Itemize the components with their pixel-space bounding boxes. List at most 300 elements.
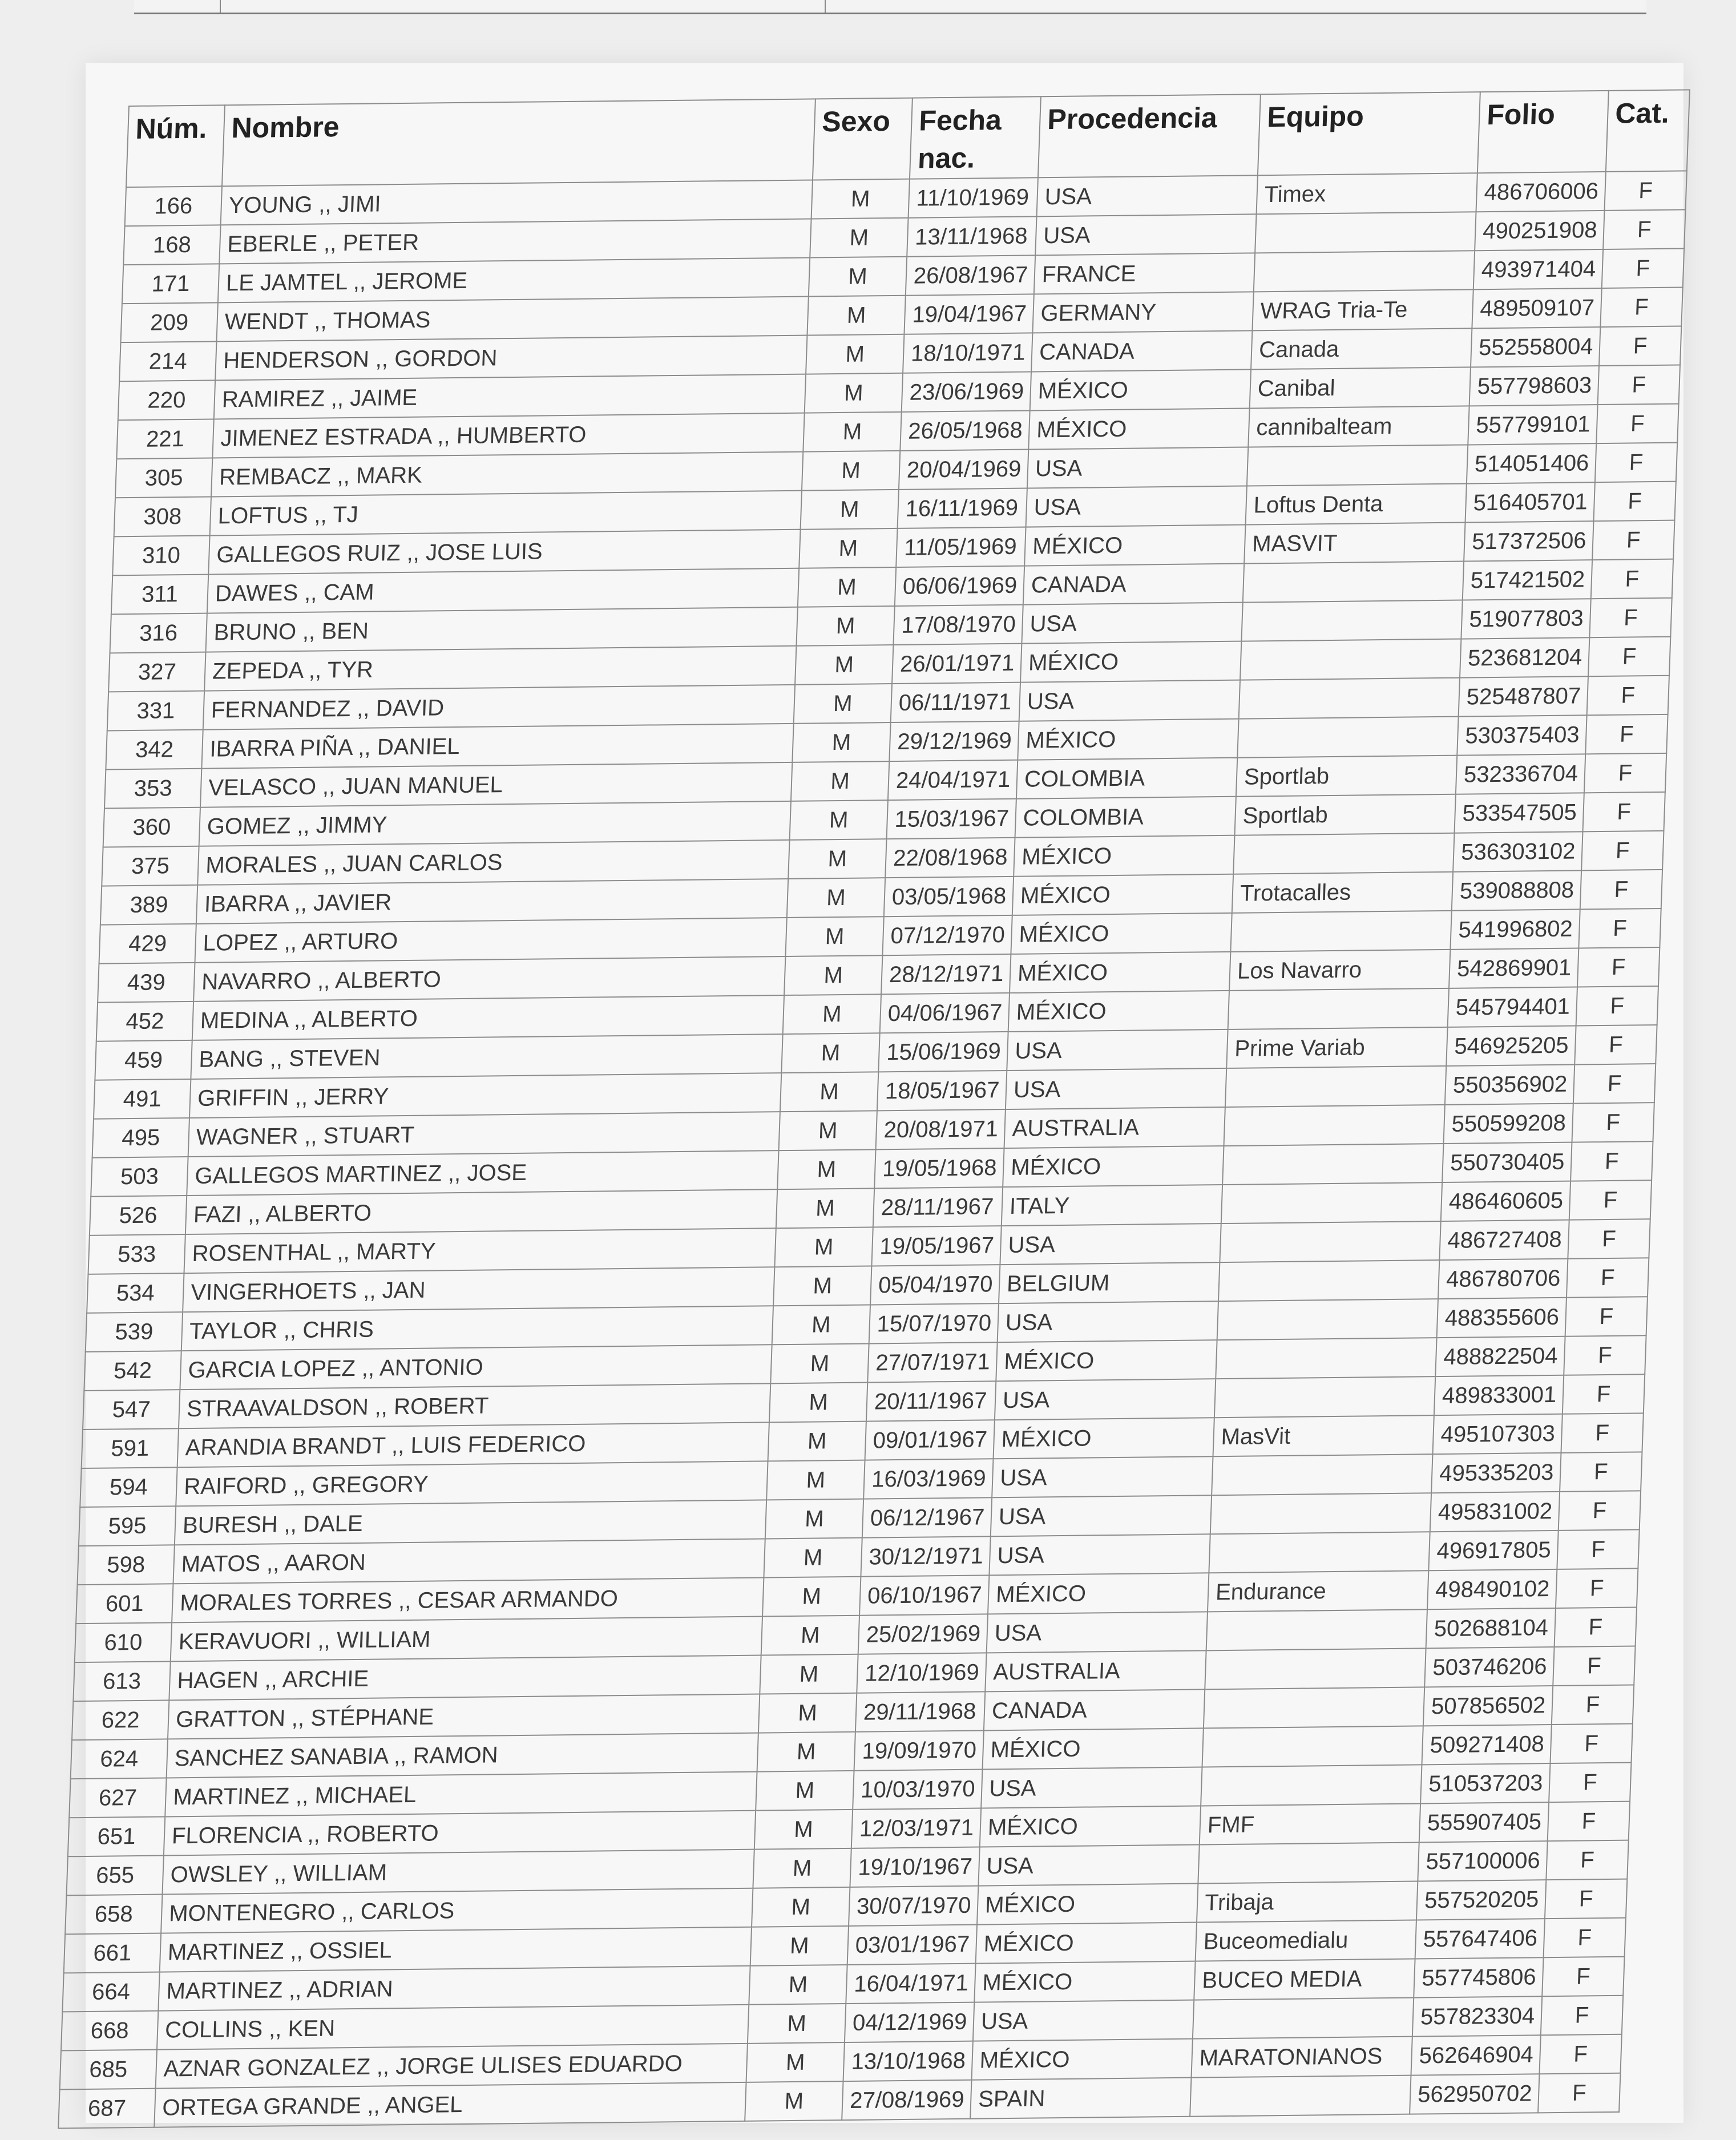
cell-folio: 557520205 bbox=[1416, 1880, 1546, 1920]
cell-sexo: M bbox=[802, 451, 900, 491]
cell-cat: F bbox=[1589, 598, 1672, 638]
cell-procedencia: MÉXICO bbox=[1003, 1146, 1224, 1187]
cell-num: 316 bbox=[110, 613, 207, 653]
cell-num: 389 bbox=[100, 885, 197, 925]
cell-cat: F bbox=[1596, 404, 1678, 444]
cell-cat: F bbox=[1598, 365, 1680, 405]
cell-folio: 562950702 bbox=[1410, 2074, 1539, 2114]
cell-fecha: 06/11/1971 bbox=[891, 683, 1020, 722]
cell-cat: F bbox=[1538, 2073, 1620, 2113]
cell-equipo: Canada bbox=[1251, 328, 1472, 369]
cell-equipo bbox=[1212, 1454, 1432, 1495]
cell-sexo: M bbox=[779, 1111, 877, 1150]
cell-nombre: GOMEZ ,, JIMMY bbox=[199, 801, 791, 846]
cell-sexo: M bbox=[754, 1810, 853, 1850]
cell-equipo: Tribaja bbox=[1197, 1881, 1418, 1923]
cell-cat: F bbox=[1568, 1219, 1650, 1259]
header-fecha bbox=[910, 96, 1041, 179]
cell-folio: 532336704 bbox=[1456, 754, 1585, 794]
cell-num: 627 bbox=[69, 1778, 166, 1818]
header-num: Núm. bbox=[126, 105, 225, 187]
table-body bbox=[58, 171, 1687, 2128]
cell-fecha: 23/06/1969 bbox=[902, 372, 1031, 411]
cell-procedencia: MÉXICO bbox=[1012, 874, 1233, 915]
cell-equipo bbox=[1220, 1221, 1440, 1262]
previous-page-column-line bbox=[220, 0, 221, 13]
cell-cat: F bbox=[1577, 947, 1660, 987]
cell-nombre: GARCIA LOPEZ ,, ANTONIO bbox=[180, 1344, 772, 1390]
cell-sexo: M bbox=[766, 1460, 865, 1500]
cell-nombre: FERNANDEZ ,, DAVID bbox=[203, 685, 795, 730]
cell-procedencia: USA bbox=[1026, 486, 1247, 527]
cell-num: 598 bbox=[77, 1545, 174, 1585]
cell-nombre: GALLEGOS MARTINEZ ,, JOSE bbox=[187, 1150, 778, 1196]
cell-fecha: 17/08/1970 bbox=[893, 605, 1023, 645]
cell-nombre: GRATTON ,, STÉPHANE bbox=[168, 1694, 760, 1739]
cell-num: 547 bbox=[83, 1390, 180, 1430]
cell-sexo: M bbox=[772, 1305, 870, 1345]
cell-procedencia: MÉXICO bbox=[1030, 369, 1251, 410]
cell-sexo: M bbox=[788, 839, 886, 879]
cell-cat: F bbox=[1600, 287, 1682, 327]
cell-procedencia: MÉXICO bbox=[988, 1573, 1209, 1614]
cell-fecha: 05/04/1970 bbox=[870, 1265, 1000, 1305]
cell-folio: 557745806 bbox=[1414, 1957, 1543, 1997]
cell-procedencia: AUSTRALIA bbox=[985, 1650, 1206, 1691]
cell-fecha: 06/06/1969 bbox=[895, 566, 1024, 606]
cell-fecha: 11/05/1969 bbox=[896, 527, 1026, 567]
cell-fecha: 16/03/1969 bbox=[863, 1459, 993, 1499]
cell-nombre: ROSENTHAL ,, MARTY bbox=[184, 1228, 776, 1273]
cell-equipo bbox=[1218, 1260, 1439, 1301]
cell-sexo: M bbox=[798, 567, 896, 607]
cell-sexo: M bbox=[750, 1926, 849, 1966]
cell-equipo: cannibalteam bbox=[1248, 406, 1469, 447]
cell-fecha: 18/05/1967 bbox=[877, 1071, 1007, 1111]
cell-equipo bbox=[1254, 251, 1475, 292]
cell-procedencia: USA bbox=[1000, 1224, 1221, 1265]
cell-cat: F bbox=[1584, 753, 1666, 793]
cell-fecha: 13/11/1968 bbox=[907, 216, 1036, 256]
cell-equipo bbox=[1206, 1609, 1427, 1650]
cell-sexo: M bbox=[807, 296, 905, 336]
cell-nombre: AZNAR GONZALEZ ,, JORGE ULISES EDUARDO bbox=[156, 2044, 748, 2089]
table-header-row bbox=[126, 90, 1690, 187]
cell-cat: F bbox=[1563, 1374, 1645, 1414]
cell-folio: 550599208 bbox=[1443, 1104, 1573, 1144]
cell-folio: 495831002 bbox=[1430, 1492, 1560, 1532]
cell-cat: F bbox=[1548, 1802, 1630, 1842]
cell-folio: 533547505 bbox=[1454, 793, 1584, 833]
cell-nombre: EBERLE ,, PETER bbox=[219, 219, 811, 264]
cell-sexo: M bbox=[791, 761, 889, 801]
cell-cat: F bbox=[1587, 676, 1669, 716]
cell-folio: 530375403 bbox=[1457, 715, 1586, 755]
cell-folio: 550730405 bbox=[1442, 1142, 1572, 1182]
cell-num: 594 bbox=[80, 1467, 177, 1507]
cell-nombre: REMBACZ ,, MARK bbox=[211, 452, 803, 497]
cell-nombre: WENDT ,, THOMAS bbox=[216, 297, 808, 342]
cell-nombre: WAGNER ,, STUART bbox=[188, 1112, 780, 1157]
cell-folio: 519077803 bbox=[1461, 599, 1590, 639]
cell-fecha: 28/11/1967 bbox=[873, 1187, 1003, 1227]
cell-fecha: 11/10/1969 bbox=[909, 177, 1038, 217]
cell-cat: F bbox=[1546, 1840, 1628, 1880]
cell-cat: F bbox=[1552, 1685, 1634, 1725]
cell-num: 591 bbox=[82, 1428, 179, 1468]
cell-nombre: BANG ,, STEVEN bbox=[191, 1034, 782, 1079]
cell-cat: F bbox=[1581, 831, 1664, 871]
cell-procedencia: MÉXICO bbox=[1008, 991, 1229, 1032]
cell-nombre: MONTENEGRO ,, CARLOS bbox=[161, 1888, 753, 1933]
cell-num: 622 bbox=[72, 1700, 169, 1740]
cell-cat: F bbox=[1539, 2034, 1621, 2074]
cell-nombre: BRUNO ,, BEN bbox=[205, 607, 797, 652]
header-fecha-line1: Fecha bbox=[918, 103, 1002, 137]
cell-cat: F bbox=[1553, 1646, 1635, 1686]
cell-num: 658 bbox=[65, 1895, 162, 1935]
cell-fecha: 19/10/1967 bbox=[850, 1847, 979, 1887]
header-procedencia: Procedencia bbox=[1038, 94, 1261, 177]
cell-nombre: MATOS ,, AARON bbox=[173, 1539, 765, 1584]
cell-equipo: BUCEO MEDIA bbox=[1194, 1959, 1415, 2000]
cell-folio: 542869901 bbox=[1449, 948, 1578, 988]
cell-folio: 552558004 bbox=[1471, 327, 1600, 367]
cell-folio: 546925205 bbox=[1446, 1026, 1576, 1066]
cell-procedencia: USA bbox=[1027, 447, 1248, 488]
cell-folio: 486706006 bbox=[1476, 172, 1605, 212]
cell-nombre: FLORENCIA ,, ROBERTO bbox=[164, 1811, 756, 1856]
cell-equipo bbox=[1247, 445, 1468, 486]
cell-cat: F bbox=[1595, 443, 1677, 483]
cell-folio: 517372506 bbox=[1464, 521, 1593, 561]
cell-nombre: ORTEGA GRANDE ,, ANGEL bbox=[154, 2082, 746, 2127]
cell-fecha: 24/04/1971 bbox=[888, 760, 1018, 800]
cell-equipo bbox=[1239, 678, 1460, 719]
previous-page-edge bbox=[134, 0, 1646, 14]
cell-num: 331 bbox=[107, 691, 204, 731]
cell-cat: F bbox=[1580, 870, 1662, 910]
cell-fecha: 20/04/1969 bbox=[899, 450, 1028, 490]
cell-fecha: 26/05/1968 bbox=[900, 410, 1030, 450]
cell-equipo: Loftus Denta bbox=[1246, 483, 1467, 524]
cell-fecha: 26/01/1971 bbox=[892, 644, 1022, 684]
cell-fecha: 09/01/1967 bbox=[865, 1420, 995, 1460]
cell-equipo bbox=[1190, 2076, 1411, 2117]
cell-equipo bbox=[1222, 1144, 1443, 1185]
cell-num: 439 bbox=[98, 963, 195, 1003]
cell-cat: F bbox=[1560, 1452, 1642, 1492]
cell-nombre: STRAAVALDSON ,, ROBERT bbox=[179, 1383, 770, 1428]
header-sexo: Sexo bbox=[813, 98, 913, 180]
cell-num: 624 bbox=[71, 1739, 168, 1779]
cell-procedencia: MÉXICO bbox=[1014, 835, 1234, 877]
cell-equipo: WRAG Tria-Te bbox=[1252, 289, 1473, 330]
cell-folio: 509271408 bbox=[1422, 1725, 1551, 1765]
cell-fecha: 20/08/1971 bbox=[876, 1109, 1006, 1149]
cell-folio: 525487807 bbox=[1459, 676, 1588, 716]
cell-cat: F bbox=[1549, 1763, 1631, 1803]
cell-equipo: Timex bbox=[1257, 173, 1477, 214]
participants-table bbox=[58, 89, 1690, 2129]
cell-num: 353 bbox=[104, 769, 201, 809]
cell-num: 310 bbox=[112, 536, 209, 576]
cell-num: 595 bbox=[79, 1506, 176, 1546]
cell-equipo bbox=[1224, 1105, 1445, 1146]
cell-fecha: 04/06/1967 bbox=[880, 993, 1010, 1033]
cell-fecha: 18/10/1971 bbox=[903, 333, 1032, 373]
cell-nombre: NAVARRO ,, ALBERTO bbox=[193, 956, 785, 1002]
cell-folio: 489509107 bbox=[1472, 288, 1601, 328]
cell-procedencia: USA bbox=[1022, 603, 1242, 644]
cell-procedencia: MÉXICO bbox=[972, 2039, 1193, 2080]
cell-procedencia: MÉXICO bbox=[996, 1340, 1217, 1381]
cell-equipo: MASVIT bbox=[1244, 523, 1465, 564]
cell-fecha: 13/10/1968 bbox=[843, 2041, 973, 2081]
cell-cat: F bbox=[1555, 1607, 1637, 1647]
cell-equipo bbox=[1240, 639, 1461, 680]
cell-nombre: LOPEZ ,, ARTURO bbox=[195, 918, 786, 963]
cell-nombre: VINGERHOETS ,, JAN bbox=[183, 1267, 774, 1312]
cell-sexo: M bbox=[748, 2004, 846, 2044]
cell-sexo: M bbox=[749, 1965, 847, 2005]
cell-folio: 557100006 bbox=[1418, 1841, 1547, 1881]
cell-cat: F bbox=[1545, 1879, 1627, 1919]
cell-equipo bbox=[1214, 1376, 1435, 1418]
cell-num: 168 bbox=[123, 225, 220, 265]
cell-sexo: M bbox=[770, 1344, 869, 1384]
cell-procedencia: MÉXICO bbox=[974, 1961, 1195, 2002]
cell-nombre: ZEPEDA ,, TYR bbox=[204, 646, 796, 691]
cell-fecha: 27/07/1971 bbox=[867, 1342, 997, 1382]
cell-folio: 493971404 bbox=[1473, 249, 1603, 289]
cell-procedencia: USA bbox=[1006, 1068, 1226, 1109]
cell-folio: 486727408 bbox=[1439, 1220, 1569, 1260]
header-folio: Folio bbox=[1477, 91, 1609, 173]
cell-cat: F bbox=[1604, 171, 1686, 211]
cell-cat: F bbox=[1564, 1335, 1646, 1375]
cell-fecha: 16/04/1971 bbox=[846, 1964, 975, 2004]
cell-folio: 516405701 bbox=[1465, 482, 1594, 522]
cell-folio: 550356902 bbox=[1445, 1065, 1574, 1105]
cell-sexo: M bbox=[806, 334, 904, 374]
cell-num: 533 bbox=[88, 1234, 185, 1274]
cell-equipo bbox=[1233, 833, 1454, 874]
cell-fecha: 19/05/1967 bbox=[871, 1226, 1001, 1266]
cell-num: 613 bbox=[73, 1661, 170, 1701]
cell-cat: F bbox=[1576, 986, 1658, 1026]
cell-equipo bbox=[1209, 1532, 1430, 1573]
cell-sexo: M bbox=[781, 1033, 879, 1073]
cell-sexo: M bbox=[790, 800, 888, 840]
cell-sexo: M bbox=[810, 218, 908, 258]
cell-cat: F bbox=[1592, 520, 1674, 560]
cell-num: 651 bbox=[68, 1816, 165, 1856]
cell-cat: F bbox=[1542, 1957, 1624, 1997]
cell-procedencia: USA bbox=[998, 1301, 1218, 1342]
cell-nombre: MARTINEZ ,, ADRIAN bbox=[158, 1966, 750, 2011]
cell-procedencia: FRANCE bbox=[1034, 253, 1255, 294]
cell-num: 342 bbox=[106, 730, 203, 770]
cell-sexo: M bbox=[803, 412, 901, 452]
cell-nombre: MORALES TORRES ,, CESAR ARMANDO bbox=[172, 1577, 764, 1622]
cell-cat: F bbox=[1593, 482, 1676, 522]
cell-sexo: M bbox=[796, 606, 894, 646]
cell-nombre: GRIFFIN ,, JERRY bbox=[189, 1073, 781, 1118]
cell-folio: 514051406 bbox=[1467, 443, 1596, 483]
cell-equipo: Sportlab bbox=[1235, 794, 1456, 835]
cell-procedencia: COLOMBIA bbox=[1016, 758, 1237, 799]
cell-sexo: M bbox=[769, 1383, 867, 1423]
cell-num: 327 bbox=[108, 652, 205, 692]
header-fecha-line2: nac. bbox=[917, 142, 976, 175]
cell-num: 311 bbox=[111, 575, 208, 615]
cell-num: 526 bbox=[90, 1196, 187, 1235]
cell-procedencia: CANADA bbox=[1031, 330, 1252, 372]
cell-fecha: 29/11/1968 bbox=[855, 1691, 985, 1731]
cell-procedencia: USA bbox=[989, 1534, 1210, 1575]
cell-fecha: 29/12/1969 bbox=[889, 721, 1019, 761]
cell-sexo: M bbox=[799, 528, 897, 568]
cell-nombre: MARTINEZ ,, MICHAEL bbox=[165, 1772, 757, 1817]
cell-fecha: 07/12/1970 bbox=[882, 915, 1012, 955]
cell-procedencia: MÉXICO bbox=[980, 1806, 1201, 1847]
cell-cat: F bbox=[1591, 559, 1673, 599]
cell-folio: 562646904 bbox=[1411, 2035, 1540, 2075]
cell-folio: 495107303 bbox=[1432, 1414, 1562, 1454]
cell-procedencia: MÉXICO bbox=[976, 1923, 1197, 1964]
cell-num: 685 bbox=[60, 2050, 157, 2090]
cell-folio: 486780706 bbox=[1438, 1259, 1568, 1299]
cell-sexo: M bbox=[753, 1848, 851, 1888]
cell-nombre: FAZI ,, ALBERTO bbox=[185, 1189, 777, 1234]
cell-folio: 557647406 bbox=[1415, 1919, 1545, 1959]
cell-num: 305 bbox=[115, 458, 212, 498]
cell-num: 655 bbox=[66, 1856, 163, 1896]
cell-nombre: LE JAMTEL ,, JEROME bbox=[218, 258, 810, 303]
cell-nombre: MARTINEZ ,, OSSIEL bbox=[160, 1927, 752, 1972]
cell-equipo bbox=[1225, 1066, 1446, 1107]
cell-cat: F bbox=[1569, 1180, 1652, 1220]
cell-equipo bbox=[1204, 1687, 1424, 1728]
cell-num: 534 bbox=[87, 1273, 184, 1313]
cell-folio: 523681204 bbox=[1460, 637, 1589, 677]
cell-procedencia: MÉXICO bbox=[1020, 641, 1241, 683]
cell-sexo: M bbox=[794, 684, 892, 724]
cell-num: 664 bbox=[62, 1972, 159, 2012]
cell-equipo bbox=[1237, 717, 1458, 758]
cell-nombre: HENDERSON ,, GORDON bbox=[215, 336, 807, 381]
cell-num: 668 bbox=[61, 2011, 158, 2051]
cell-num: 360 bbox=[103, 807, 200, 847]
cell-equipo: Prime Variab bbox=[1226, 1027, 1447, 1068]
cell-folio: 488822504 bbox=[1435, 1337, 1565, 1376]
cell-folio: 510537203 bbox=[1420, 1763, 1550, 1803]
cell-cat: F bbox=[1559, 1491, 1641, 1531]
cell-num: 601 bbox=[76, 1584, 173, 1624]
cell-cat: F bbox=[1556, 1568, 1638, 1608]
cell-sexo: M bbox=[762, 1577, 861, 1617]
cell-sexo: M bbox=[774, 1227, 873, 1267]
cell-equipo: FMF bbox=[1200, 1803, 1420, 1844]
cell-num: 166 bbox=[125, 186, 222, 226]
cell-cat: F bbox=[1603, 209, 1685, 249]
cell-sexo: M bbox=[768, 1422, 866, 1461]
cell-folio: 503746206 bbox=[1424, 1647, 1554, 1687]
cell-folio: 496917805 bbox=[1428, 1531, 1558, 1570]
cell-num: 495 bbox=[92, 1118, 189, 1158]
cell-cat: F bbox=[1602, 248, 1684, 288]
cell-folio: 498490102 bbox=[1427, 1569, 1557, 1609]
cell-sexo: M bbox=[773, 1266, 871, 1306]
cell-num: 503 bbox=[91, 1157, 188, 1197]
cell-procedencia: MÉXICO bbox=[994, 1418, 1214, 1459]
cell-num: 610 bbox=[75, 1622, 172, 1662]
cell-equipo bbox=[1217, 1299, 1438, 1340]
cell-equipo bbox=[1210, 1493, 1431, 1534]
cell-procedencia: COLOMBIA bbox=[1015, 797, 1236, 838]
cell-cat: F bbox=[1565, 1297, 1648, 1337]
cell-num: 429 bbox=[99, 924, 196, 964]
cell-fecha: 06/12/1967 bbox=[862, 1497, 992, 1537]
cell-fecha: 28/12/1971 bbox=[881, 954, 1011, 994]
cell-sexo: M bbox=[805, 373, 903, 413]
cell-cat: F bbox=[1557, 1529, 1639, 1569]
cell-sexo: M bbox=[760, 1654, 858, 1694]
cell-fecha: 27/08/1969 bbox=[842, 2080, 971, 2120]
cell-num: 221 bbox=[116, 419, 213, 459]
cell-fecha: 15/07/1970 bbox=[869, 1303, 999, 1343]
header-cat: Cat. bbox=[1606, 90, 1690, 172]
cell-equipo bbox=[1201, 1765, 1422, 1806]
cell-nombre: SANCHEZ SANABIA ,, RAMON bbox=[167, 1733, 758, 1778]
cell-num: 491 bbox=[94, 1079, 191, 1119]
cell-fecha: 20/11/1967 bbox=[866, 1381, 996, 1421]
cell-cat: F bbox=[1572, 1103, 1654, 1142]
cell-folio: 557799101 bbox=[1468, 405, 1597, 445]
cell-cat: F bbox=[1561, 1413, 1643, 1453]
cell-folio: 557823304 bbox=[1412, 1996, 1542, 2036]
cell-sexo: M bbox=[783, 994, 881, 1034]
cell-procedencia: USA bbox=[992, 1456, 1213, 1497]
cell-folio: 507856502 bbox=[1423, 1686, 1553, 1726]
cell-procedencia: CANADA bbox=[984, 1689, 1205, 1730]
previous-page-column-line bbox=[825, 0, 826, 13]
cell-fecha: 30/07/1970 bbox=[849, 1886, 978, 1926]
cell-sexo: M bbox=[812, 179, 910, 219]
cell-equipo: Buceomedialu bbox=[1196, 1920, 1416, 1961]
cell-folio: 490251908 bbox=[1475, 211, 1604, 251]
cell-procedencia: USA bbox=[1019, 680, 1240, 721]
cell-procedencia: USA bbox=[1007, 1029, 1228, 1071]
cell-fecha: 12/10/1969 bbox=[857, 1653, 986, 1693]
cell-equipo bbox=[1241, 600, 1462, 641]
header-nombre: Nombre bbox=[222, 99, 815, 186]
cell-sexo: M bbox=[777, 1149, 875, 1189]
cell-fecha: 10/03/1970 bbox=[853, 1769, 982, 1809]
cell-procedencia: MÉXICO bbox=[1010, 952, 1230, 993]
cell-sexo: M bbox=[795, 645, 893, 685]
cell-sexo: M bbox=[792, 722, 890, 762]
cell-equipo bbox=[1202, 1726, 1423, 1767]
cell-folio: 545794401 bbox=[1448, 987, 1577, 1027]
cell-fecha: 25/02/1969 bbox=[858, 1614, 988, 1654]
cell-num: 375 bbox=[102, 846, 199, 886]
cell-equipo bbox=[1216, 1338, 1436, 1379]
cell-num: 171 bbox=[122, 264, 219, 304]
cell-cat: F bbox=[1585, 714, 1668, 754]
cell-sexo: M bbox=[784, 955, 882, 995]
